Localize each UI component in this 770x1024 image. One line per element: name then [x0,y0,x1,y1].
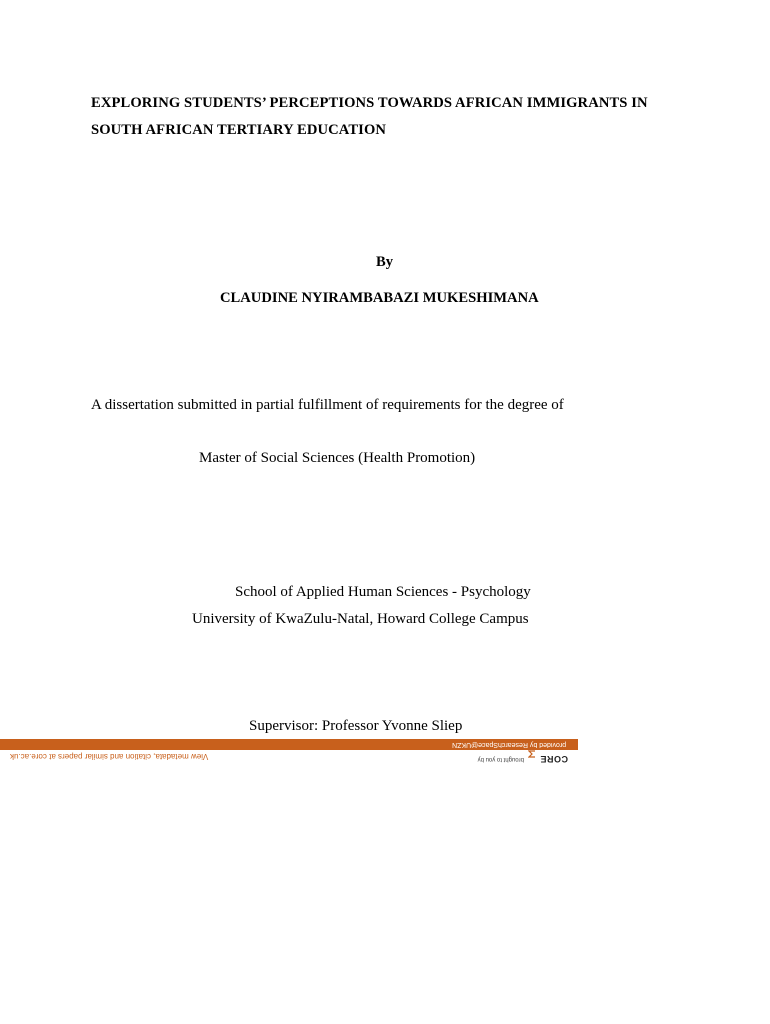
core-branding[interactable] [478,752,568,766]
core-logo: CORE [539,754,568,764]
supervisor-line: Supervisor: Professor Yvonne Sliep [249,718,463,734]
title-line-1: EXPLORING STUDENTS’ PERCEPTIONS TOWARDS AFRICAN IMMIGRANTS IN [91,95,648,111]
dissertation-title [91,90,691,144]
core-logo-icon [528,755,536,763]
by-label: By [376,254,394,270]
title-line-2: SOUTH AFRICAN TERTIARY EDUCATION [91,122,387,138]
university-name: University of KwaZulu-Natal, Howard College Campus [192,611,529,627]
core-metadata-link[interactable]: View metadata, citation and similar papers at core.ac.uk [10,752,209,761]
school-name: School of Applied Human Sciences - Psychology [235,584,531,600]
core-brought-text: brought to you by [477,756,524,762]
core-provider-link[interactable]: provided by ResearchSpace@UKZN [451,741,566,748]
submission-statement: A dissertation submitted in partial fulfillment of requirements for the degree of [91,397,564,413]
degree-name: Master of Social Sciences (Health Promotion) [199,450,476,466]
author-name: CLAUDINE NYIRAMBABAZI MUKESHIMANA [220,290,539,306]
core-banner-bar[interactable] [0,739,578,750]
